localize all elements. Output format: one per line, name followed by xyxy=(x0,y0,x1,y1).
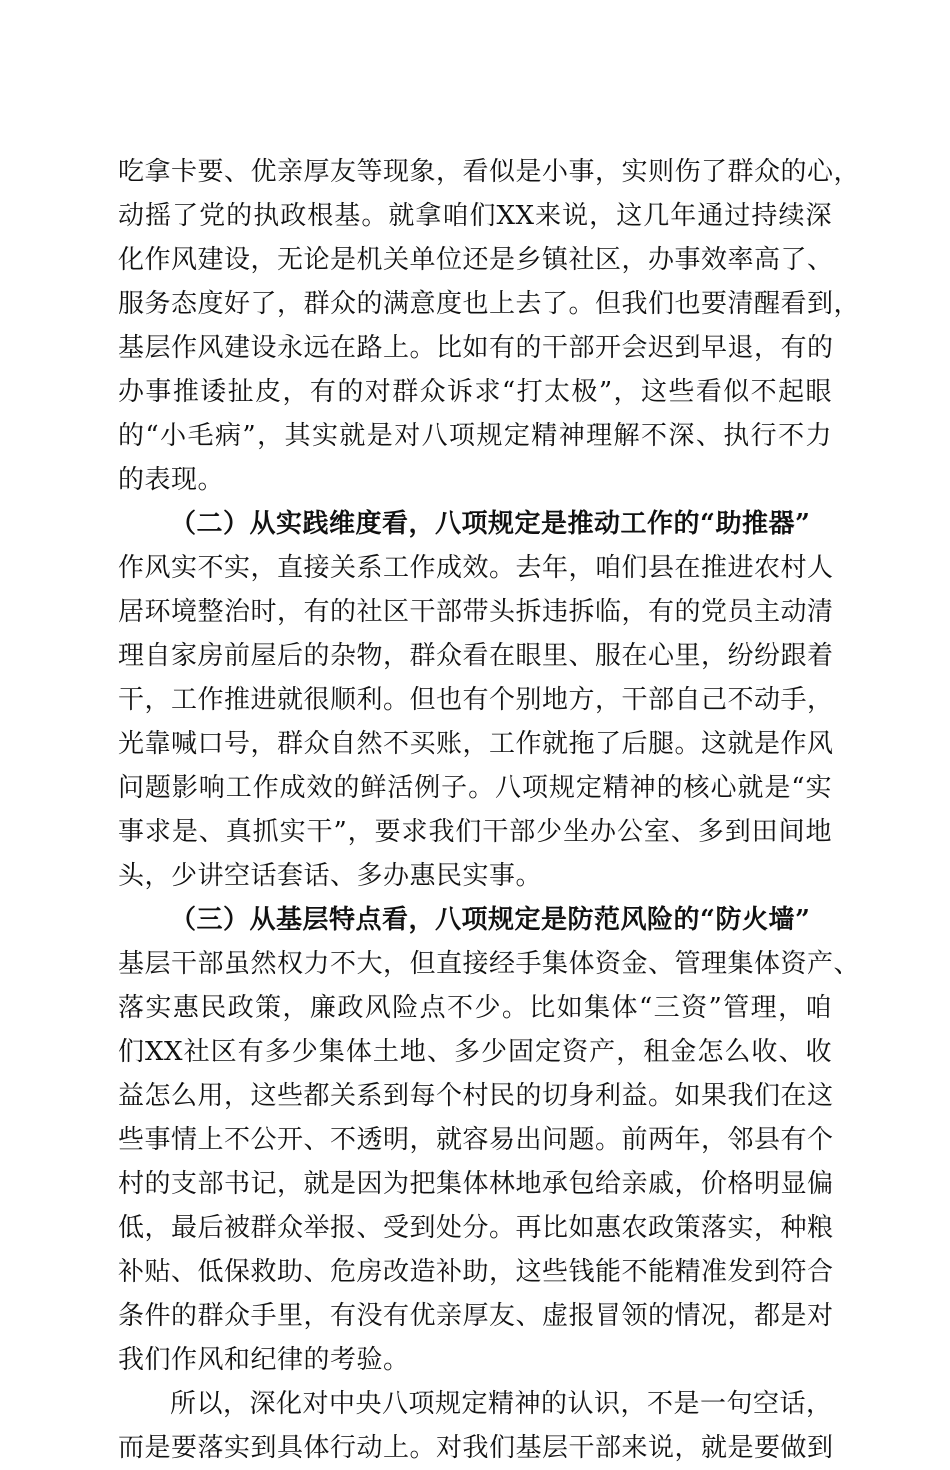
text-line: 落实惠民政策，廉政风险点不少。比如集体“三资”管理，咱 xyxy=(118,993,832,1023)
text-line: 补贴、低保救助、危房改造补助，这些钱能不能精准发到符合 xyxy=(118,1257,834,1287)
text-line: 而是要落实到具体行动上。对我们基层干部来说，就是要做到 xyxy=(118,1433,834,1463)
paragraph-3 xyxy=(118,942,861,1382)
text-line: 办事推诿扯皮，有的对群众诉求“打太极”，这些看似不起眼 xyxy=(118,377,832,407)
text-line: 基层干部虽然权力不大，但直接经手集体资金、管理集体资产、 xyxy=(118,949,861,979)
text-line: 事求是、真抓实干”，要求我们干部少坐办公室、多到田间地 xyxy=(118,817,832,847)
text-line: 化作风建设，无论是机关单位还是乡镇社区，办事效率高了、 xyxy=(118,245,834,275)
section-heading-3: （三）从基层特点看，八项规定是防范风险的“防火墙” xyxy=(170,905,811,935)
text-line: 的“小毛病”，其实就是对八项规定精神理解不深、执行不力 xyxy=(118,421,832,451)
text-line: 作风实不实，直接关系工作成效。去年，咱们县在推进农村人 xyxy=(118,553,834,583)
document-page xyxy=(118,150,861,1470)
paragraph-2 xyxy=(118,546,832,898)
text-line: 低，最后被群众举报、受到处分。再比如惠农政策落实，种粮 xyxy=(118,1213,834,1243)
text-line: 理自家房前屋后的杂物，群众看在眼里、服在心里，纷纷跟着 xyxy=(118,641,834,671)
text-line: 条件的群众手里，有没有优亲厚友、虚报冒领的情况，都是对 xyxy=(118,1301,834,1331)
text-line: 光靠喊口号，群众自然不买账，工作就拖了后腿。这就是作风 xyxy=(118,729,834,759)
text-line: 村的支部书记，就是因为把集体林地承包给亲戚，价格明显偏 xyxy=(118,1169,834,1199)
paragraph-1 xyxy=(118,150,861,502)
section-heading-2: （二）从实践维度看，八项规定是推动工作的“助推器” xyxy=(170,509,811,539)
text-line: 益怎么用，这些都关系到每个村民的切身利益。如果我们在这 xyxy=(118,1081,834,1111)
text-line: 头，少讲空话套话、多办惠民实事。 xyxy=(118,861,543,891)
text-line: 干，工作推进就很顺利。但也有个别地方，干部自己不动手， xyxy=(118,685,834,715)
text-line: 们XX社区有多少集体土地、多少固定资产，租金怎么收、收 xyxy=(118,1037,832,1067)
text-line: 基层作风建设永远在路上。比如有的干部开会迟到早退，有的 xyxy=(118,333,834,363)
paragraph-4 xyxy=(118,1382,832,1470)
text-line: 居环境整治时，有的社区干部带头拆违拆临，有的党员主动清 xyxy=(118,597,834,627)
text-line: 我们作风和纪律的考验。 xyxy=(118,1345,410,1375)
text-line: 服务态度好了，群众的满意度也上去了。但我们也要清醒看到， xyxy=(118,289,861,319)
text-line: 的表现。 xyxy=(118,465,225,495)
text-line: 动摇了党的执政根基。就拿咱们XX来说，这几年通过持续深 xyxy=(118,201,832,231)
text-line: 吃拿卡要、优亲厚友等现象，看似是小事，实则伤了群众的心， xyxy=(118,157,861,187)
text-line: 问题影响工作成效的鲜活例子。八项规定精神的核心就是“实 xyxy=(118,773,832,803)
text-line: 些事情上不公开、不透明，就容易出问题。前两年，邻县有个 xyxy=(118,1125,834,1155)
text-line: 所以，深化对中央八项规定精神的认识，不是一句空话， xyxy=(170,1389,833,1419)
